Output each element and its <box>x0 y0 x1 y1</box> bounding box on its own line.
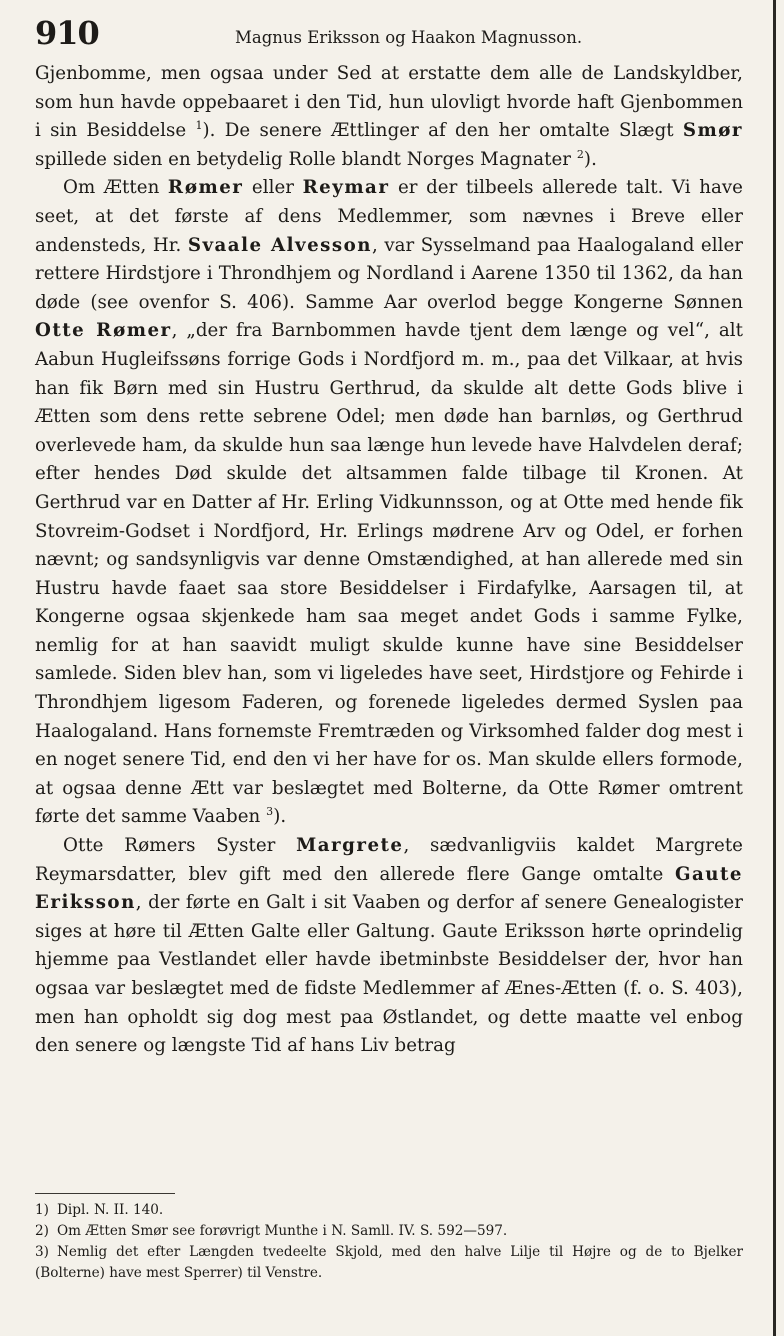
text-run: Otte Rømers Syster <box>63 835 297 857</box>
emphasized-name: Gaute Eriksson <box>35 863 743 914</box>
emphasized-name: Reymar <box>302 177 390 199</box>
text-run: Om Ætten <box>63 177 168 199</box>
text-run: , sædvanligviis kaldet Margrete Reymarsdatter, blev gift med den allerede flere Gange omtalte <box>35 835 743 885</box>
footnote-marker: 2 <box>576 147 584 161</box>
footnote: 3) Nemlig det efter Længden tvedeelte Skjold, med den halve Lilje til Højre og de to Bjelker (Bolterne) have mest Sperrer) til Venstre. <box>35 1244 743 1281</box>
emphasized-name: Margrete <box>296 835 404 857</box>
emphasized-name: Rømer <box>167 177 244 199</box>
emphasized-name: Svaale Alvesson <box>187 234 373 256</box>
text-run: eller <box>243 177 303 199</box>
page-edge-rule <box>773 0 776 1336</box>
emphasized-name: Smør <box>682 120 743 142</box>
paragraph <box>35 60 743 174</box>
footnote: 2) Om Ætten Smør see forøvrigt Munthe i N. Samll. IV. S. 592—597. <box>35 1223 508 1239</box>
text-run: Gjenbomme, men ogsaa under Sed at erstatte dem alle de Landskyldber, som hun havde oppebaaret i den Tid, hun ulovligt hvorde haft Gjenbommen i sin Besiddelse <box>35 63 743 142</box>
body-text <box>35 60 743 1061</box>
text-run: ). De senere Ættlinger af den her omtalte Slægt <box>202 120 683 142</box>
paragraph <box>35 832 743 1061</box>
footnote-marker: 3 <box>266 805 274 819</box>
text-run: , der førte en Galt i sit Vaaben og derfor af senere Genealogister siges at høre til Ætten Galte eller Galtung. Gaute Eriksson hørte oprindelig hjemme paa Vestlandet eller havde ibetminbste Besiddelser der, hvor han ogsaa var beslægtet med de fidste Medlemmer af Ænes-Ætten (f. o. S. 403), men han opholdt sig dog mest paa Østlandet, og dette maatte vel enbog den senere og længste Tid af hans Liv betrag <box>35 892 743 1057</box>
footnote-marker: 1 <box>195 119 203 133</box>
footnote-rule <box>35 1193 175 1194</box>
text-run: spillede siden en betydelig Rolle blandt Norges Magnater <box>35 148 577 170</box>
text-run: , var Sysselmand paa Haalogaland eller rettere Hirdstjore i Throndhjem og Nordland i Aarene 1350 til 1362, da han døde (see ovenfor S. 406). Samme Aar overlod begge Kongerne Sønnen <box>35 234 744 313</box>
page-number: 910 <box>35 14 99 52</box>
text-run: ). <box>273 806 287 828</box>
page-header <box>35 14 735 54</box>
emphasized-name: Otte Rømer <box>35 320 172 342</box>
text-run: er der tilbeels allerede talt. Vi have seet, at det første af dens Medlemmer, som nævnes i Breve eller andensteds, Hr. <box>35 177 743 256</box>
footnote: 1) Dipl. N. II. 140. <box>35 1202 164 1218</box>
text-run: , „der fra Barnbommen havde tjent dem længe og vel“, alt Aabun Hugleifssøns forrige Gods i Nordfjord m. m., paa det Vilkaar, at hvis han fik Børn med sin Hustru Gerthrud, da skulde alt dette Gods blive i Ætten som dens rette sebrene Odel; men døde han barnløs, og Gerthrud overlevede ham, da skulde hun saa længe hun levede have Halvdelen deraf; efter hendes Død skulde det altsammen falde tilbage til Kronen. At Gerthrud var en Datter af Hr. Erling Vidkunnsson, og at Otte med hende fik Stovreim-Godset i Nordfjord, Hr. Erlings mødrene Arv og Odel, er forhen nævnt; og sandsynligvis var denne Omstændighed, at han allerede med sin Hustru havde faaet saa store Besiddelser i Firdafylke, Aarsagen til, at Kongerne ogsaa skjenkede ham saa meget andet Gods i samme Fylke, nemlig for at han saavidt muligt skulde kunne have sine Besiddelser samlede. Siden blev han, som vi ligeledes have seet, Hirdstjore og Fehirde i Throndhjem ligesom Faderen, og forenede ligeledes dermed Syslen paa Haalogaland. Hans fornemste Fremtræden og Virksomhed falder dog mest i en noget senere Tid, end den vi her have for os. Man skulde ellers formode, at ogsaa denne Ætt var beslægtet med Bolterne, da Otte Rømer omtrent førte det samme Vaaben <box>35 320 744 828</box>
text-run: ). <box>583 148 597 170</box>
paragraph <box>35 174 743 832</box>
running-head: Magnus Eriksson og Haakon Magnusson. <box>235 28 583 47</box>
footnotes <box>35 1200 743 1284</box>
